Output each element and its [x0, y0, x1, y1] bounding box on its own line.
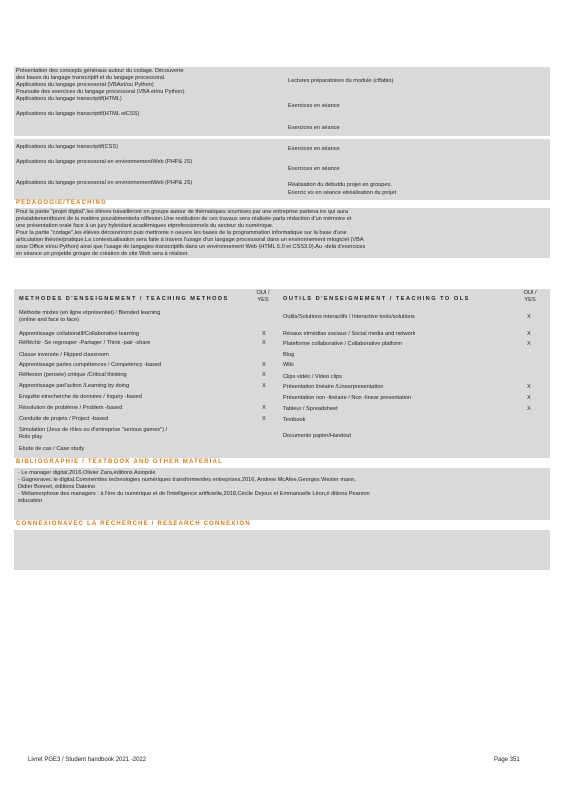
- yes-label: YES: [524, 297, 536, 303]
- list-item: Résaux etmédias sociaux / Social media and network: [283, 331, 416, 337]
- list-item: Documents papier/Handout: [283, 433, 352, 439]
- method-label: Méthode mixtes (en ligne etprésentiel) / Blended learning: [19, 310, 161, 316]
- tool-check: X: [527, 314, 531, 320]
- method-check: X: [262, 416, 266, 422]
- list-item: Blog: [283, 352, 295, 358]
- text-line: Exercices en séance: [288, 166, 340, 172]
- list-item: Résolution de problème / Problem -based: [19, 405, 123, 411]
- pedagogie-heading: PEDAGOGIE/TEACHING: [16, 200, 107, 206]
- text-line: Applications du langage transcriptif(HTML etCSS): [16, 111, 140, 117]
- tool-check: X: [527, 341, 531, 347]
- method-check: X: [262, 405, 266, 411]
- text-line: - Le manager digital,2016,Olivier Zara,éditions Axiopole: [18, 470, 156, 476]
- list-item: Outils/Solutions interactifs / Interactive tools/solutions: [283, 314, 415, 320]
- tools-oui-yes: [520, 290, 540, 304]
- research-heading: CONNEXIONAVEC LA RECHERCHE / RESEARCH CONNEXION: [16, 521, 251, 527]
- text-line: Applications du langage processoral (VBAet/ou Python): [16, 82, 154, 88]
- text-line: en séance un projetde groupe de création de site Web sera à réaliser.: [16, 251, 189, 257]
- list-item: Classe inversée / Flipped classroom: [19, 352, 109, 358]
- text-line: Didier Bonnet, éditions Dateino: [18, 484, 96, 490]
- list-item: Présentation linéaire /Linearpresentation: [283, 384, 384, 390]
- text-line: Exercices en séance: [288, 146, 340, 152]
- method-label-cont: (online and face to face): [19, 317, 80, 323]
- method-label: Simulation (Jeux de rôles ou d'entreprise "serious games") /: [19, 427, 168, 433]
- text-line: Exercices en séance: [288, 125, 340, 131]
- text-line: préalablementfourni de la matière pouralimenterla réflexion.Une restitution de ces travaux sera réalisée parla rédaction d'un mémoire et: [16, 216, 352, 222]
- text-line: une présentation orale face à un jury hybridant académiques etprofessionnels du secteur du numérique.: [16, 223, 274, 229]
- tool-check: X: [527, 331, 531, 337]
- schedule-row-1: [14, 67, 550, 136]
- method-check: X: [262, 383, 266, 389]
- text-line: Exercic es en séance etréalisation du projet: [288, 190, 397, 196]
- text-line: Lectures préparatoires du module (cffabio): [288, 78, 394, 84]
- text-line: sous Office et/ou Python) ainsi que l'usage de langages transcriptifs dans un environnement Web (HTML 5.0 et CSS3.0).Au -delà d'exercices: [16, 244, 366, 250]
- list-item: Apprentissage parl'action /Learning by doing: [19, 383, 130, 389]
- text-line: - Métamorphose des managers : à l'ère du numérique et de l'intelligence artificielle,2018,Cécile Dejoux et Emmanuelle Léon,é ditions Pearson: [18, 491, 370, 497]
- list-item: Textbook: [283, 417, 306, 423]
- tool-check: X: [527, 406, 531, 412]
- tool-check: X: [527, 395, 531, 401]
- method-check: X: [262, 362, 266, 368]
- bibliography-heading: BIBLIOGRAPHIE / TEXTBOOK AND OTHER MATERIAL: [16, 459, 223, 465]
- list-item: Clips vidéo / Video clips: [283, 374, 342, 380]
- list-item: Apprentissage collaboratif/Collaborative learning: [19, 331, 140, 337]
- text-line: Exercices en séance: [288, 103, 340, 109]
- text-line: Réalisation du débutdu projet en groupes.: [288, 182, 392, 188]
- list-item: Etude de cas / Case study: [19, 446, 85, 452]
- list-item: Réflexion (pensée) critique /Critical thinking: [19, 372, 127, 378]
- list-item: Conduite de projets / Project -based: [19, 416, 109, 422]
- schedule-row-1-left: [16, 68, 284, 118]
- page-number: Page 351: [494, 757, 520, 763]
- list-item: Plateforme collaborative / Collaborative platform: [283, 341, 403, 347]
- list-item: Enquête etrecherche de données / Inquiry -based: [19, 394, 142, 400]
- text-line: Pour la partie "projet digital",les élèves travailleront en groupe autour de thématiques soumises par une entreprise partena ire qui aura: [16, 209, 349, 215]
- text-line: Applications du langage processoral en environnementWeb (PHP& JS): [16, 159, 193, 165]
- text-line: articulation théorie/pratique.La contextualisation sera faite à travers l'usage d'un langage processoral dans un environnement mtogiciel (VBA: [16, 237, 364, 243]
- method-check: X: [262, 340, 266, 346]
- text-line: Présentation des concepts généraux autour du codage. Découverte: [16, 68, 184, 74]
- text-line: Applications du langage processoral en environnementWeb (PHP& JS): [16, 180, 193, 186]
- text-line: Pour la partie "codage",les élèves découvriront puis mettronte n oeuvre les bases de la programmation informatique sur la base d'une: [16, 230, 347, 236]
- list-item: Tableur / Spreadsheet: [283, 406, 338, 412]
- text-line: éducation: [18, 498, 43, 504]
- list-item: [19, 310, 160, 324]
- research-section: [14, 530, 550, 570]
- text-line: Applications du langage transcriptif(CSS): [16, 144, 118, 150]
- list-item: Wiki: [283, 362, 294, 368]
- tools-header: OUTILS D'ENSEIGNEMENT / TEACHING TO OLS: [283, 296, 470, 302]
- text-line: Poursuite des exercices du langage processoral (VBA et/ou Python).: [16, 89, 186, 95]
- yes-label: YES: [257, 297, 269, 303]
- list-item: [19, 427, 167, 441]
- oui-label: OUI /: [523, 290, 537, 296]
- oui-label: OUI /: [256, 290, 270, 296]
- text-line: [16, 103, 284, 111]
- list-item: Réfléchir -Se regrouper -Partager / Think -pair -share: [19, 340, 151, 346]
- methods-header: METHODES D'ENSEIGNEMENT / TEACHING METHODS: [19, 296, 229, 302]
- tool-check: X: [527, 384, 531, 390]
- footer-left: Livret PGE3 / Student handbook 2021 -2022: [28, 757, 147, 763]
- pedagogie-section: [14, 208, 550, 258]
- bibliography-section: [14, 468, 550, 520]
- text-line: - Gagneravec le digital.Commenttes technologies numériques transformentles entreprises,2016, Andrew McAfee,Georges Wester mann,: [18, 477, 356, 483]
- method-check: X: [262, 372, 266, 378]
- schedule-row-2: [14, 139, 550, 200]
- text-line: des bases du langage transcriptif et du langage processoral.: [16, 75, 166, 81]
- list-item: Présentation non -linéaire / Non -linear presentation: [283, 395, 412, 401]
- method-label-cont: Role play: [19, 434, 43, 440]
- list-item: Apprentissage parles compétences / Competency -based: [19, 362, 162, 368]
- method-check: X: [262, 331, 266, 337]
- methods-oui-yes: [255, 290, 271, 304]
- text-line: Applications du langage transcriptif(HTML): [16, 96, 122, 102]
